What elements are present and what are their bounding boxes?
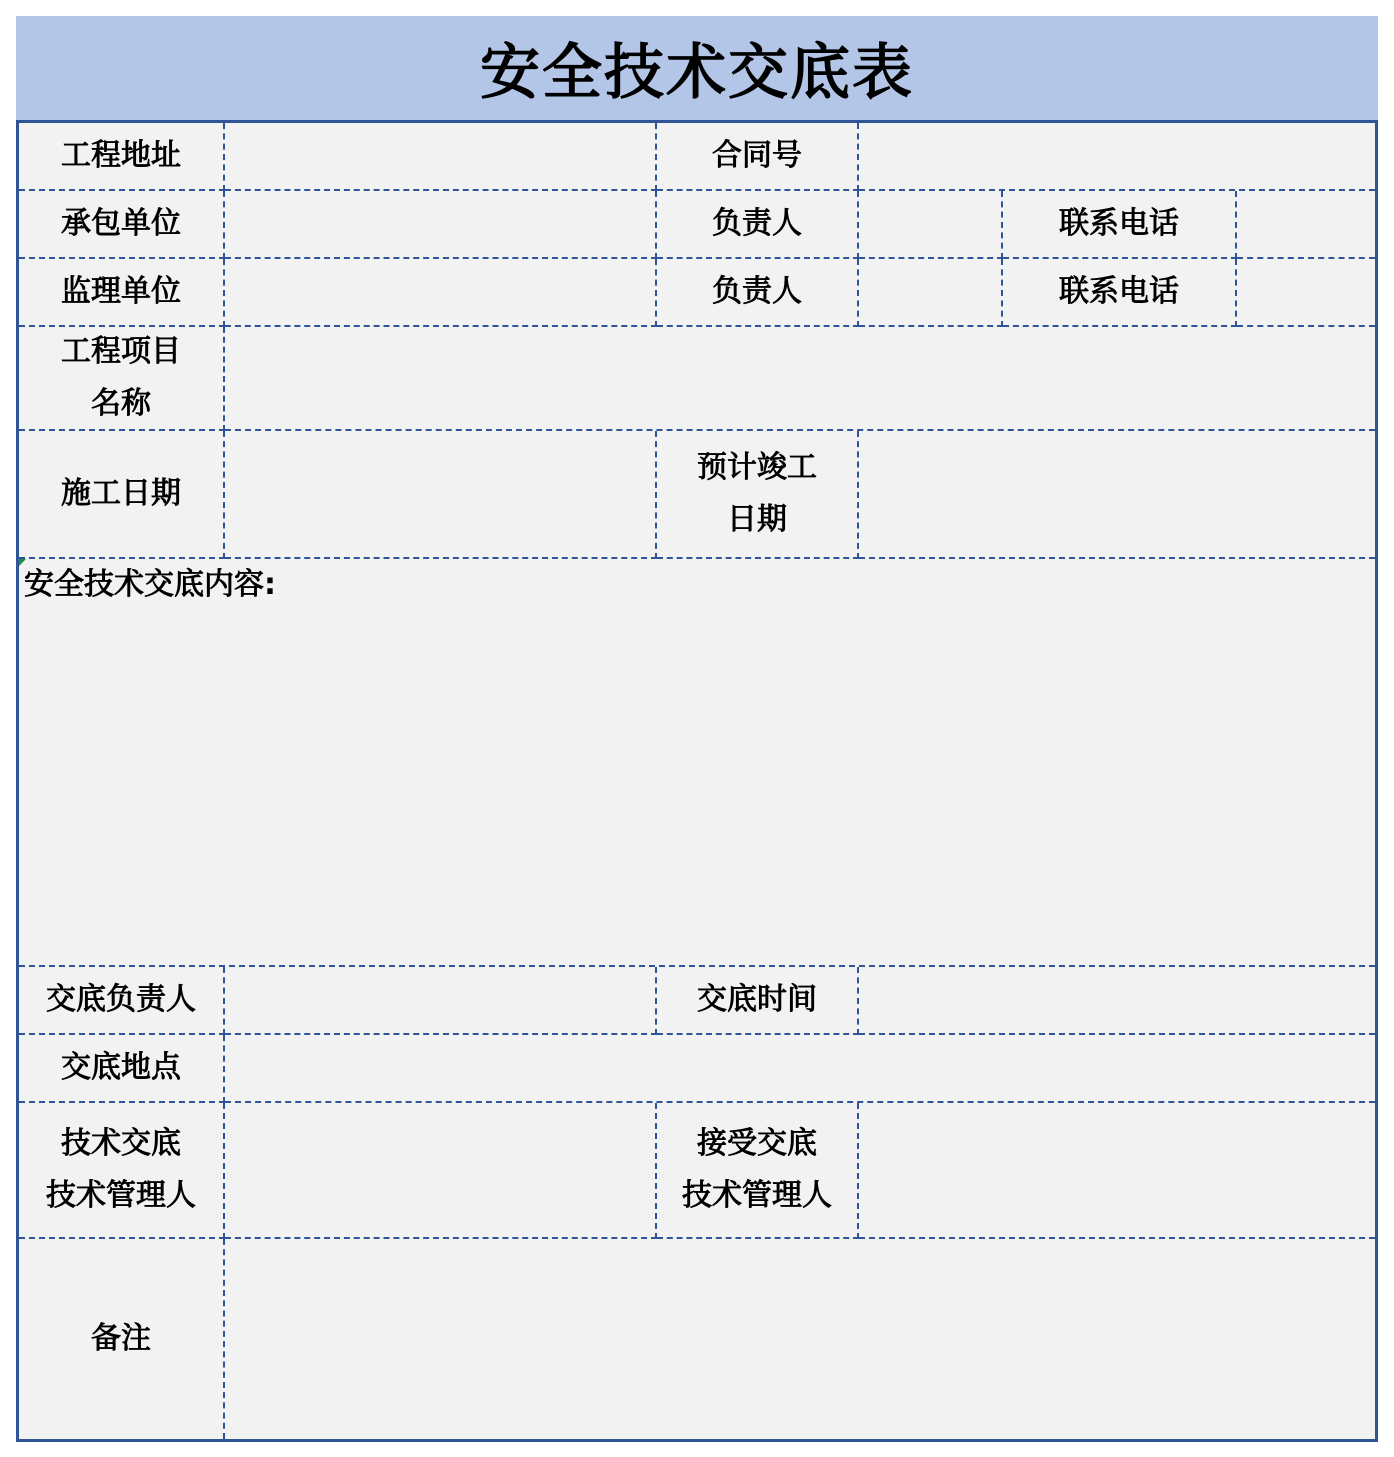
label-text: 备注 <box>91 1321 151 1356</box>
label-text: 交底负责人 <box>46 982 196 1017</box>
field-remarks[interactable] <box>225 1239 1375 1439</box>
field-contractor-phone[interactable] <box>1237 191 1375 259</box>
label-project-name <box>19 327 225 431</box>
label-project-address <box>19 123 225 191</box>
field-contractor-person[interactable] <box>859 191 1003 259</box>
label-contractor-phone <box>1003 191 1237 259</box>
label-remarks <box>19 1239 225 1439</box>
field-briefing-person[interactable] <box>225 967 657 1035</box>
field-supervisor[interactable] <box>225 259 657 327</box>
safety-briefing-form <box>16 120 1378 1442</box>
label-briefing-time <box>657 967 859 1035</box>
field-completion-date[interactable] <box>859 431 1375 559</box>
label-supervisor-person <box>657 259 859 327</box>
field-contractor[interactable] <box>225 191 657 259</box>
label-text-line2: 技术管理人 <box>682 1178 832 1213</box>
label-text-line1: 技术交底 <box>61 1126 181 1161</box>
label-tech-manager <box>19 1103 225 1239</box>
label-text-line2: 技术管理人 <box>46 1178 196 1213</box>
label-text: 负责人 <box>712 206 802 241</box>
label-text: 联系电话 <box>1059 274 1179 309</box>
label-contractor <box>19 191 225 259</box>
label-supervisor <box>19 259 225 327</box>
label-text: 交底地点 <box>61 1050 181 1085</box>
label-text: 合同号 <box>712 138 802 173</box>
label-contract-no <box>657 123 859 191</box>
field-receiver[interactable] <box>859 1103 1375 1239</box>
label-text: 工程地址 <box>61 138 181 173</box>
label-text: 监理单位 <box>61 274 181 309</box>
field-project-address[interactable] <box>225 123 657 191</box>
content-label: 安全技术交底内容: <box>24 567 276 602</box>
label-supervisor-phone <box>1003 259 1237 327</box>
label-contractor-person <box>657 191 859 259</box>
field-briefing-time[interactable] <box>859 967 1375 1035</box>
field-briefing-content[interactable] <box>19 559 1375 967</box>
label-text: 联系电话 <box>1059 206 1179 241</box>
label-receiver <box>657 1103 859 1239</box>
field-construction-date[interactable] <box>225 431 657 559</box>
label-text: 承包单位 <box>61 206 181 241</box>
label-text: 交底时间 <box>697 982 817 1017</box>
label-briefing-person <box>19 967 225 1035</box>
label-text: 施工日期 <box>61 476 181 511</box>
form-title-bar <box>16 16 1378 120</box>
field-project-name[interactable] <box>225 327 1375 431</box>
form-title: 安全技术交底表 <box>480 38 914 108</box>
field-supervisor-person[interactable] <box>859 259 1003 327</box>
field-briefing-location[interactable] <box>225 1035 1375 1103</box>
field-tech-manager[interactable] <box>225 1103 657 1239</box>
label-construction-date <box>19 431 225 559</box>
label-briefing-location <box>19 1035 225 1103</box>
label-text-line2: 日期 <box>727 502 787 537</box>
label-text: 负责人 <box>712 274 802 309</box>
field-supervisor-phone[interactable] <box>1237 259 1375 327</box>
label-completion-date <box>657 431 859 559</box>
label-text-line1: 工程项目 <box>61 334 181 369</box>
label-text-line1: 接受交底 <box>697 1126 817 1161</box>
label-text-line2: 名称 <box>91 386 151 421</box>
label-text-line1: 预计竣工 <box>697 450 817 485</box>
field-contract-no[interactable] <box>859 123 1375 191</box>
cell-marker-icon <box>19 559 26 566</box>
